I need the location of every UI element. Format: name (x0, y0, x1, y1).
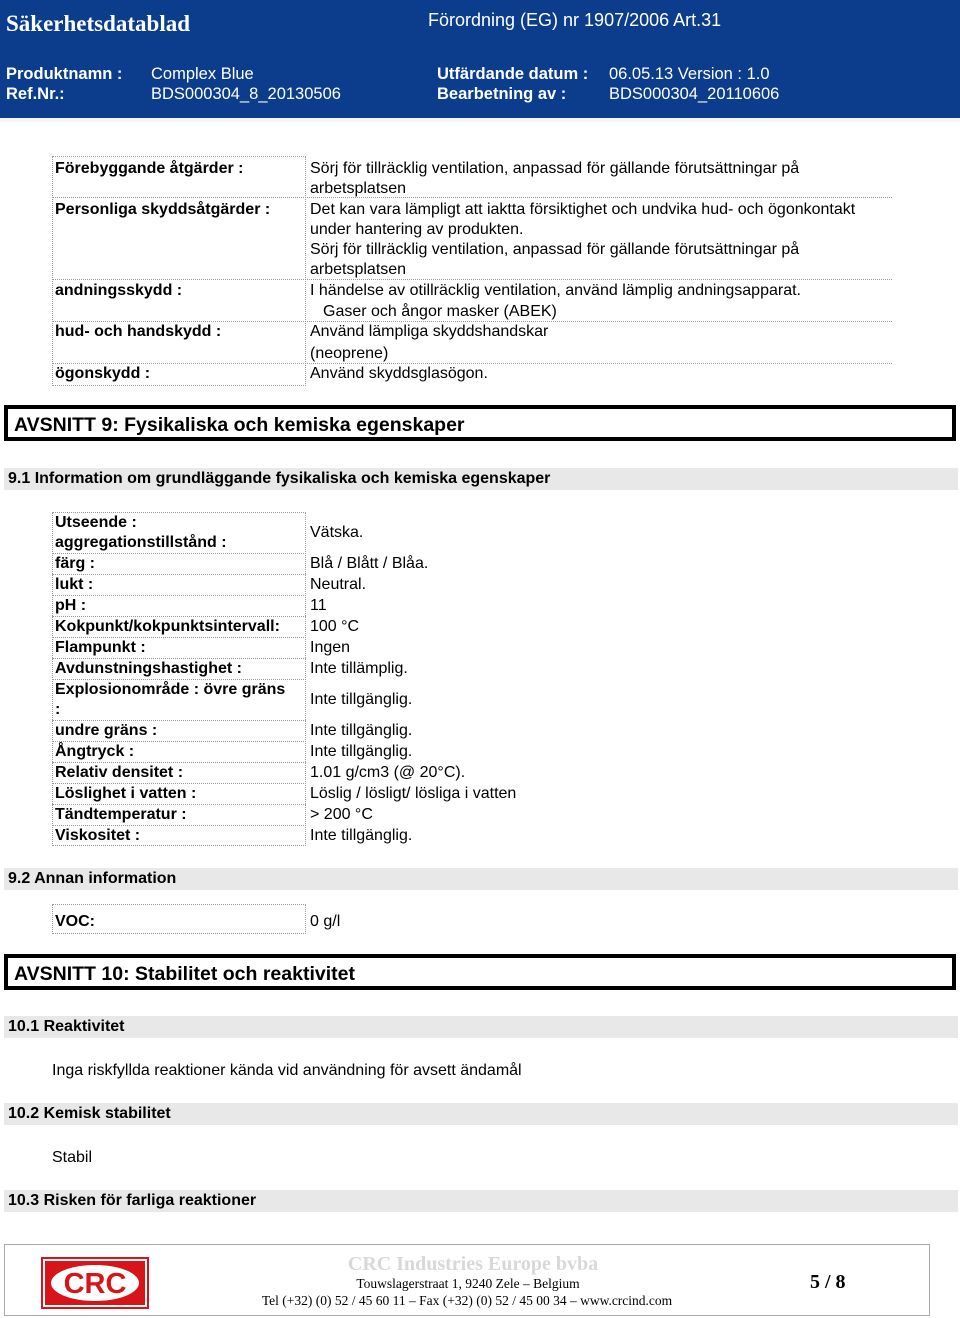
personal-protection-text-4: arbetsplatsen (310, 261, 407, 278)
section-10-header (4, 954, 956, 990)
preventive-measures-text-2: arbetsplatsen (310, 180, 407, 197)
footer-company: CRC Industries Europe bvba (347, 1253, 599, 1275)
aggregation-state-value: Vätska. (310, 524, 364, 541)
subsection-9-1-header (4, 468, 958, 490)
aggregation-state-label: aggregationstillstånd : (55, 534, 227, 551)
footer-contact: Tel (+32) (0) 52 / 45 60 11 – Fax (+32) (0) 52 / 45 00 34 – www.crcind.com (261, 1293, 673, 1308)
voc-label: VOC: (55, 913, 95, 930)
personal-protection-text: Det kan vara lämpligt att iaktta försiktighet och undvika hud- och ögonkontakt (310, 201, 856, 218)
logo-text: CRC (63, 1268, 127, 1300)
revision-label: Bearbetning av : (437, 85, 567, 103)
ph-value: 11 (310, 597, 327, 614)
hand-protection-text-2: (neoprene) (310, 345, 389, 362)
subsection-10-3-header (4, 1190, 958, 1212)
hand-protection-text: Använd lämpliga skyddshandskar (310, 323, 549, 340)
ref-number-label: Ref.Nr.: (6, 85, 65, 103)
explosion-upper-label-colon: : (55, 701, 61, 718)
ignition-temperature-value: > 200 °C (310, 806, 373, 823)
flash-point-label: Flampunkt : (55, 639, 146, 656)
regulation-text: Förordning (EG) nr 1907/2006 Art.31 (428, 10, 722, 30)
color-value: Blå / Blått / Blåa. (310, 555, 429, 572)
product-name-label: Produktnamn : (6, 65, 123, 83)
section-9-title: AVSNITT 9: Fysikaliska och kemiska egenskaper (14, 414, 465, 436)
eye-protection-text: Använd skyddsglasögon. (310, 365, 488, 382)
viscosity-label: Viskositet : (55, 827, 141, 844)
section-10-title: AVSNITT 10: Stabilitet och reaktivitet (14, 963, 355, 985)
ignition-temperature-label: Tändtemperatur : (55, 806, 187, 823)
stability-text: Stabil (52, 1149, 93, 1166)
page-number: 5 / 8 (810, 1271, 846, 1293)
odor-value: Neutral. (310, 576, 367, 593)
crc-logo (41, 1257, 149, 1309)
section-9-header (4, 405, 956, 441)
explosion-upper-value: Inte tillgänglig. (310, 691, 413, 708)
subsection-9-1-title: 9.1 Information om grundläggande fysikaliska och kemiska egenskaper (8, 470, 551, 487)
appearance-label: Utseende : (55, 514, 137, 531)
issue-date-value: 06.05.13 Version : 1.0 (609, 65, 770, 83)
explosion-upper-label: Explosionområde : övre gräns (55, 681, 286, 698)
product-name-value: Complex Blue (151, 65, 254, 83)
relative-density-value: 1.01 g/cm3 (@ 20°C). (310, 764, 466, 781)
personal-protection-label: Personliga skyddsåtgärder : (55, 201, 271, 218)
explosion-lower-value: Inte tillgänglig. (310, 722, 413, 739)
respiratory-protection-label: andningsskydd : (55, 282, 183, 299)
preventive-measures-text: Sörj för tillräcklig ventilation, anpassad för gällande förutsättningar på (310, 160, 800, 177)
subsection-10-3-title: 10.3 Risken för farliga reaktioner (8, 1192, 257, 1209)
eye-protection-label: ögonskydd : (55, 365, 151, 382)
water-solubility-value: Löslig / lösligt/ lösliga i vatten (310, 785, 517, 802)
subsection-10-2-header (4, 1103, 958, 1125)
hand-protection-label: hud- och handskydd : (55, 323, 222, 340)
header-divider (0, 118, 960, 122)
document-title: Säkerhetsdatablad (6, 11, 191, 36)
vapor-pressure-value: Inte tillgänglig. (310, 743, 413, 760)
respiratory-protection-text: I händelse av otillräcklig ventilation, använd lämplig andningsapparat. (310, 282, 801, 299)
protection-label-column (52, 156, 306, 386)
revision-value: BDS000304_20110606 (609, 85, 780, 103)
color-label: färg : (55, 555, 95, 572)
evaporation-rate-value: Inte tillämplig. (310, 660, 408, 677)
reactivity-text: Inga riskfyllda reaktioner kända vid användning för avsett ändamål (52, 1062, 522, 1079)
viscosity-value: Inte tillgänglig. (310, 827, 413, 844)
ph-label: pH : (55, 597, 87, 614)
boiling-point-value: 100 °C (310, 618, 360, 635)
ref-number-value: BDS000304_8_20130506 (151, 85, 341, 103)
flash-point-value: Ingen (310, 639, 351, 656)
personal-protection-text-2: under hantering av produkten. (310, 221, 524, 238)
preventive-measures-label: Förebyggande åtgärder : (55, 160, 244, 177)
issue-date-label: Utfärdande datum : (437, 65, 589, 83)
subsection-10-2-title: 10.2 Kemisk stabilitet (8, 1105, 171, 1122)
subsection-10-1-header (4, 1016, 958, 1038)
footer-address: Touwslagerstraat 1, 9240 Zele – Belgium (356, 1276, 580, 1291)
subsection-9-2-title: 9.2 Annan information (8, 870, 177, 887)
voc-value: 0 g/l (310, 913, 341, 930)
respiratory-protection-text-2: Gaser och ångor masker (ABEK) (323, 303, 557, 320)
subsection-10-1-title: 10.1 Reaktivitet (8, 1018, 125, 1035)
vapor-pressure-label: Ångtryck : (55, 743, 135, 760)
relative-density-label: Relativ densitet : (55, 764, 184, 781)
personal-protection-text-3: Sörj för tillräcklig ventilation, anpassad för gällande förutsättningar på (310, 241, 800, 258)
subsection-9-2-header (4, 868, 958, 890)
evaporation-rate-label: Avdunstningshastighet : (55, 660, 242, 677)
water-solubility-label: Löslighet i vatten : (55, 785, 197, 802)
odor-label: lukt : (55, 576, 94, 593)
boiling-point-label: Kokpunkt/kokpunktsintervall: (55, 618, 280, 635)
explosion-lower-label: undre gräns : (55, 722, 158, 739)
